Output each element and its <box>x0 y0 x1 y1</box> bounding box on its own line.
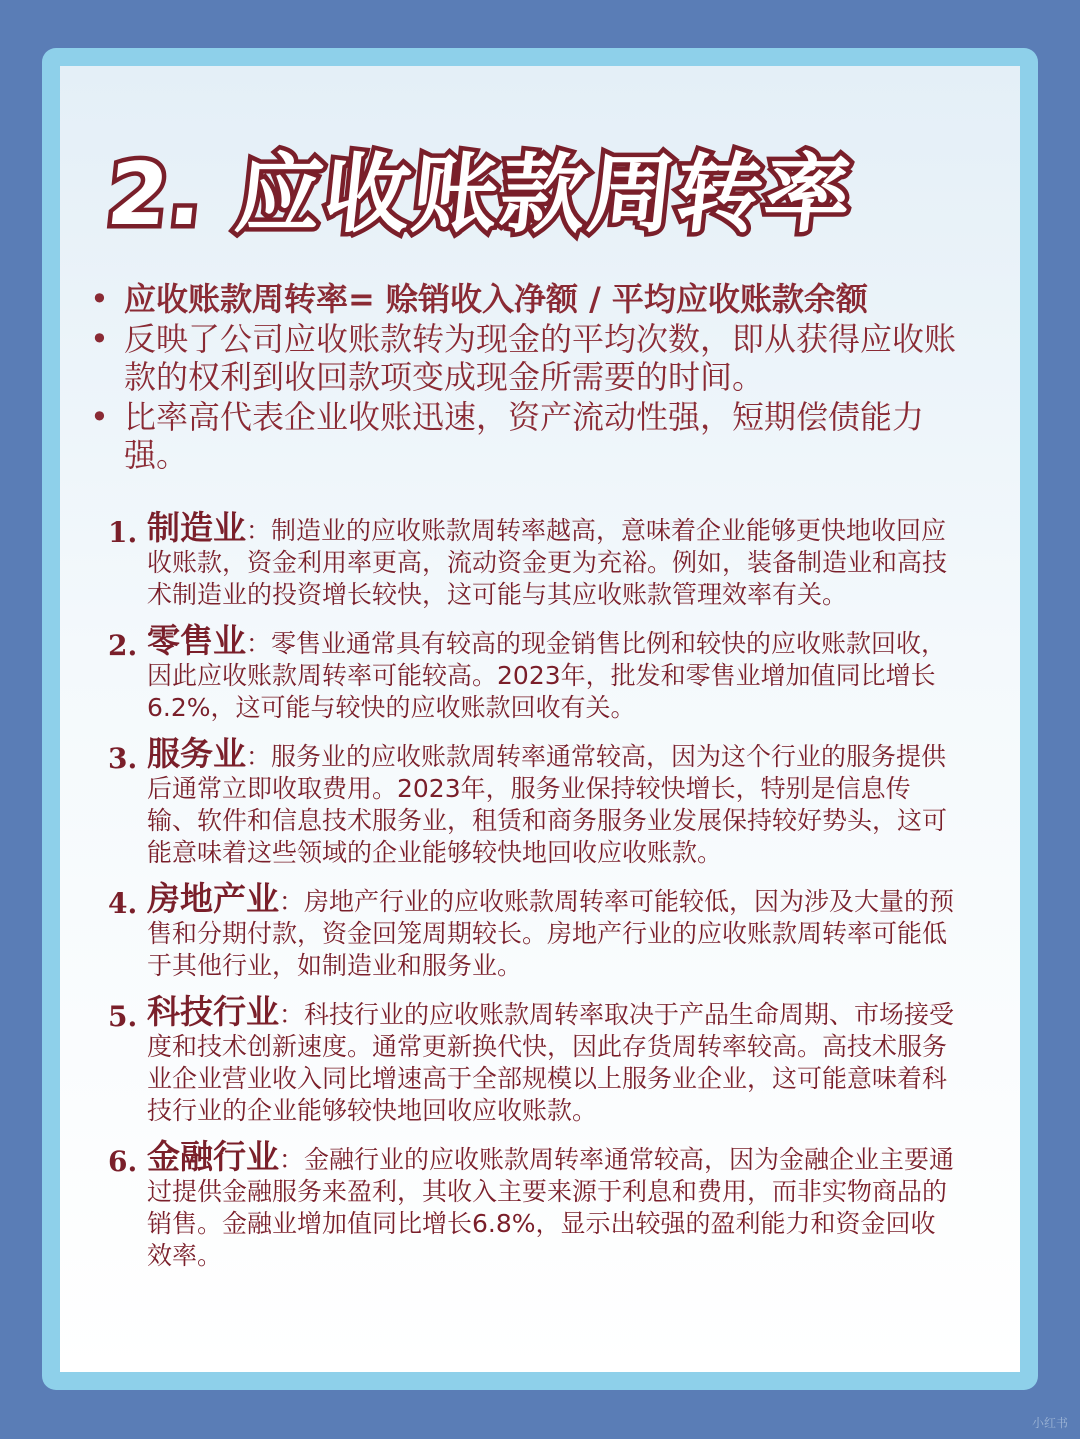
industry-name: 制造业 <box>147 508 246 547</box>
industry-item-services <box>108 734 960 869</box>
industry-name: 房地产业 <box>147 879 279 918</box>
bullet-text: 比率高代表企业收账迅速，资产流动性强，短期偿债能力强。 <box>124 398 925 474</box>
industry-number: 5. <box>108 1000 138 1033</box>
industry-item-finance <box>108 1137 960 1272</box>
watermark: 小红书 <box>1031 1416 1068 1430</box>
industry-separator: ： <box>246 516 272 545</box>
industry-separator: ： <box>246 629 272 658</box>
bullet-dot: • <box>90 280 109 318</box>
bullet-text: 应收账款周转率= 赊销收入净额 / 平均应收账款余额 <box>124 280 868 318</box>
industry-separator: ： <box>279 1000 305 1029</box>
industry-number: 3. <box>108 742 138 775</box>
industry-separator: ： <box>279 1145 305 1174</box>
industry-separator: ： <box>246 742 272 771</box>
industry-number: 2. <box>108 629 138 662</box>
industry-number: 6. <box>108 1145 138 1178</box>
industry-description: 科技行业的应收账款周转率取决于产品生命周期、市场接受度和技术创新速度。通常更新换代快，因此存货周转率较高。高技术服务业企业营业收入同比增速高于全部规模以上服务业企业，这可能意味着科技行业的企业能够较快地回收应收账款。 <box>147 1000 955 1125</box>
industry-description: 房地产行业的应收账款周转率可能较低，因为涉及大量的预售和分期付款，资金回笼周期较长。房地产行业的应收账款周转率可能低于其他行业，如制造业和服务业。 <box>147 887 955 980</box>
industry-item-technology <box>108 992 960 1127</box>
industry-name: 服务业 <box>147 734 246 773</box>
industry-description: 制造业的应收账款周转率越高，意味着企业能够更快地收回应收账款，资金利用率更高，流动资金更为充裕。例如，装备制造业和高技术制造业的投资增长较快，这可能与其应收账款管理效率有关。 <box>147 516 948 609</box>
industry-number: 4. <box>108 887 138 920</box>
summary-bullet-list <box>88 280 978 476</box>
industry-description: 零售业通常具有较高的现金销售比例和较快的应收账款回收，因此应收账款周转率可能较高。2023年，批发和零售业增加值同比增长6.2%，这可能与较快的应收账款回收有关。 <box>147 629 947 722</box>
page-title: 2. 应收账款周转率 <box>102 145 858 245</box>
bullet-item-high-ratio <box>88 398 978 474</box>
industry-list <box>108 508 960 1286</box>
bullet-dot: • <box>90 320 109 358</box>
industry-description: 服务业的应收账款周转率通常较高，因为这个行业的服务提供后通常立即收取费用。2023年，服务业保持较快增长，特别是信息传输、软件和信息技术服务业，租赁和商务服务业发展保持较好势头，这可能意味着这些领域的企业能够较快地回收应收账款。 <box>147 742 948 867</box>
industry-item-manufacturing <box>108 508 960 611</box>
industry-item-retail <box>108 621 960 724</box>
bullet-dot: • <box>90 398 109 436</box>
industry-name: 金融行业 <box>147 1137 279 1176</box>
bullet-item-meaning <box>88 320 978 396</box>
industry-description: 金融行业的应收账款周转率通常较高，因为金融企业主要通过提供金融服务来盈利，其收入主要来源于利息和费用，而非实物商品的销售。金融业增加值同比增长6.8%，显示出较强的盈利能力和资金回收效率。 <box>147 1145 955 1270</box>
industry-name: 零售业 <box>147 621 246 660</box>
industry-separator: ： <box>279 887 305 916</box>
bullet-item-formula <box>88 280 978 318</box>
bullet-text: 反映了公司应收账款转为现金的平均次数，即从获得应收账款的权利到收回款项变成现金所需要的时间。 <box>124 320 957 396</box>
industry-number: 1. <box>108 516 138 549</box>
industry-name: 科技行业 <box>147 992 279 1031</box>
industry-item-real-estate <box>108 879 960 982</box>
